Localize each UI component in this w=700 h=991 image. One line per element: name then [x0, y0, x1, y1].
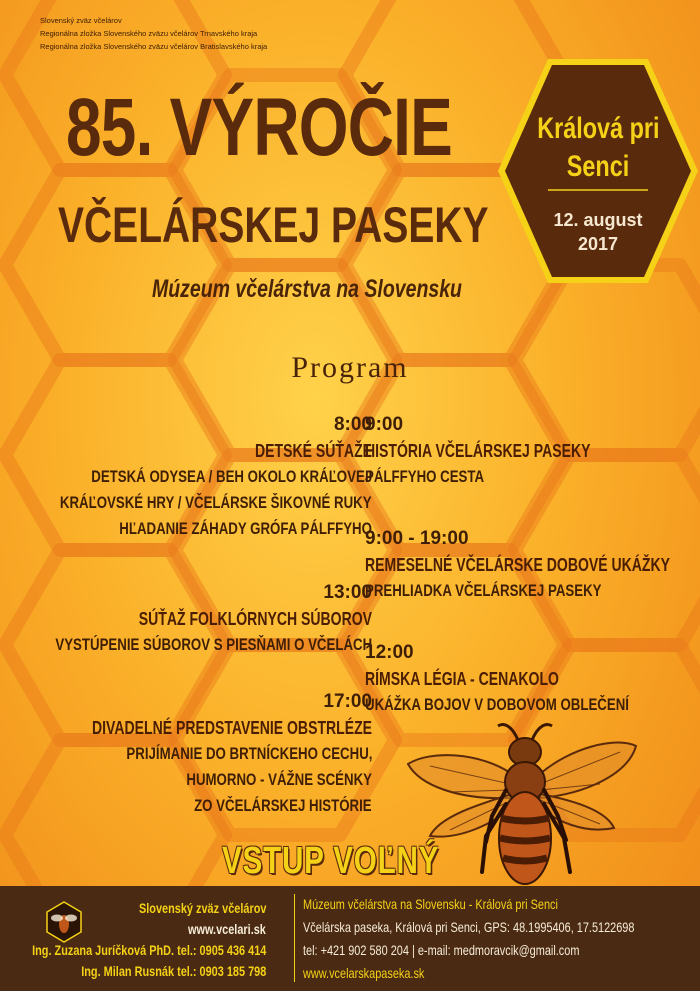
footer — [0, 886, 700, 991]
subtitle: Múzeum včelárstva na Slovensku — [152, 275, 462, 303]
program-heading: Program — [291, 351, 409, 384]
program-event — [365, 526, 700, 604]
event-detail: VYSTÚPENIE SÚBOROV S PIESŇAMI O VČELÁCH — [55, 635, 372, 654]
place-name: Králová pri Senci — [536, 112, 660, 183]
event-detail: PRIJÍMANIE DO BRTNÍCKEHO CECHU, — [125, 744, 372, 763]
event-detail: PREHLIADKA VČELÁRSKEJ PASEKY — [365, 581, 602, 600]
footer-org-website[interactable]: www.vcelari.sk — [188, 921, 266, 937]
event-detail: HĽADANIE ZÁHADY GRÓFA PÁLFFYHO — [119, 519, 372, 538]
footer-org-name: Slovenský zväz včelárov — [138, 900, 266, 916]
event-detail: HUMORNO - VÁŽNE SCÉNKY — [186, 770, 372, 789]
program-event — [0, 412, 372, 542]
footer-divider — [294, 894, 295, 982]
footer-museum-name: Múzeum včelárstva na Slovensku - Králová pri Senci — [303, 896, 558, 912]
event-title: HISTÓRIA VČELÁRSKEJ PASEKY — [365, 441, 591, 461]
event-detail: DETSKÁ ODYSEA / BEH OKOLO KRÁĽOVEJ — [91, 467, 372, 486]
footer-museum-website[interactable]: www.vcelarskapaseka.sk — [303, 965, 425, 981]
event-time: 8:00 — [333, 414, 372, 435]
program-event — [0, 580, 372, 658]
event-title: SÚŤAŽ FOLKLÓRNYCH SÚBOROV — [138, 609, 372, 629]
program-event — [365, 412, 654, 490]
footer-contact: Ing. Zuzana Juríčková PhD. tel.: 0905 436 414 — [31, 942, 266, 958]
organizer-line: Regionálna zložka Slovenského zväzu včelárov Bratislavského kraja — [40, 42, 268, 51]
event-detail: UKÁŽKA BOJOV V DOBOVOM OBLEČENÍ — [365, 695, 629, 714]
organizers-list — [40, 14, 267, 53]
program-event — [365, 640, 700, 718]
event-time: 17:00 — [323, 691, 372, 712]
event-time: 13:00 — [323, 582, 372, 603]
main-title: 85. VÝROČIE — [66, 82, 452, 173]
event-title: REMESELNÉ VČELÁRSKE DOBOVÉ UKÁŽKY — [365, 555, 671, 575]
event-date: 12. august 2017 — [553, 210, 643, 254]
main-title-line2: VČELÁRSKEJ PASEKY — [58, 197, 489, 253]
footer-phone-email[interactable]: tel: +421 902 580 204 | e-mail: medmoravcik@gmail.com — [303, 942, 580, 958]
event-detail: KRÁĽOVSKÉ HRY / VČELÁRSKE ŠIKOVNÉ RUKY — [60, 493, 372, 512]
free-entry-label: VSTUP VOĽNÝ — [222, 840, 440, 882]
association-logo-icon — [44, 900, 84, 944]
event-detail: PÁLFFYHO CESTA — [365, 467, 485, 486]
event-time: 12:00 — [365, 642, 414, 663]
organizer-line: Regionálna zložka Slovenského zväzu včelárov Trnavského kraja — [40, 29, 258, 38]
footer-address: Včelárska paseka, Králová pri Senci, GPS: 48.1995406, 17.5122698 — [303, 919, 635, 935]
event-title: RÍMSKA LÉGIA - CENAKOLO — [365, 669, 559, 689]
footer-contact: Ing. Milan Rusnák tel.: 0903 185 798 — [80, 963, 266, 979]
program-event — [13, 689, 372, 819]
event-title: DIVADELNÉ PREDSTAVENIE OBSTRLÉZE — [91, 718, 372, 738]
organizer-line: Slovenský zväz včelárov — [40, 16, 122, 25]
event-detail: ZO VČELÁRSKEJ HISTÓRIE — [194, 796, 372, 815]
event-title: DETSKÉ SÚŤAŽE — [254, 441, 372, 461]
event-time: 9:00 — [365, 414, 404, 435]
event-time: 9:00 - 19:00 — [365, 528, 469, 549]
